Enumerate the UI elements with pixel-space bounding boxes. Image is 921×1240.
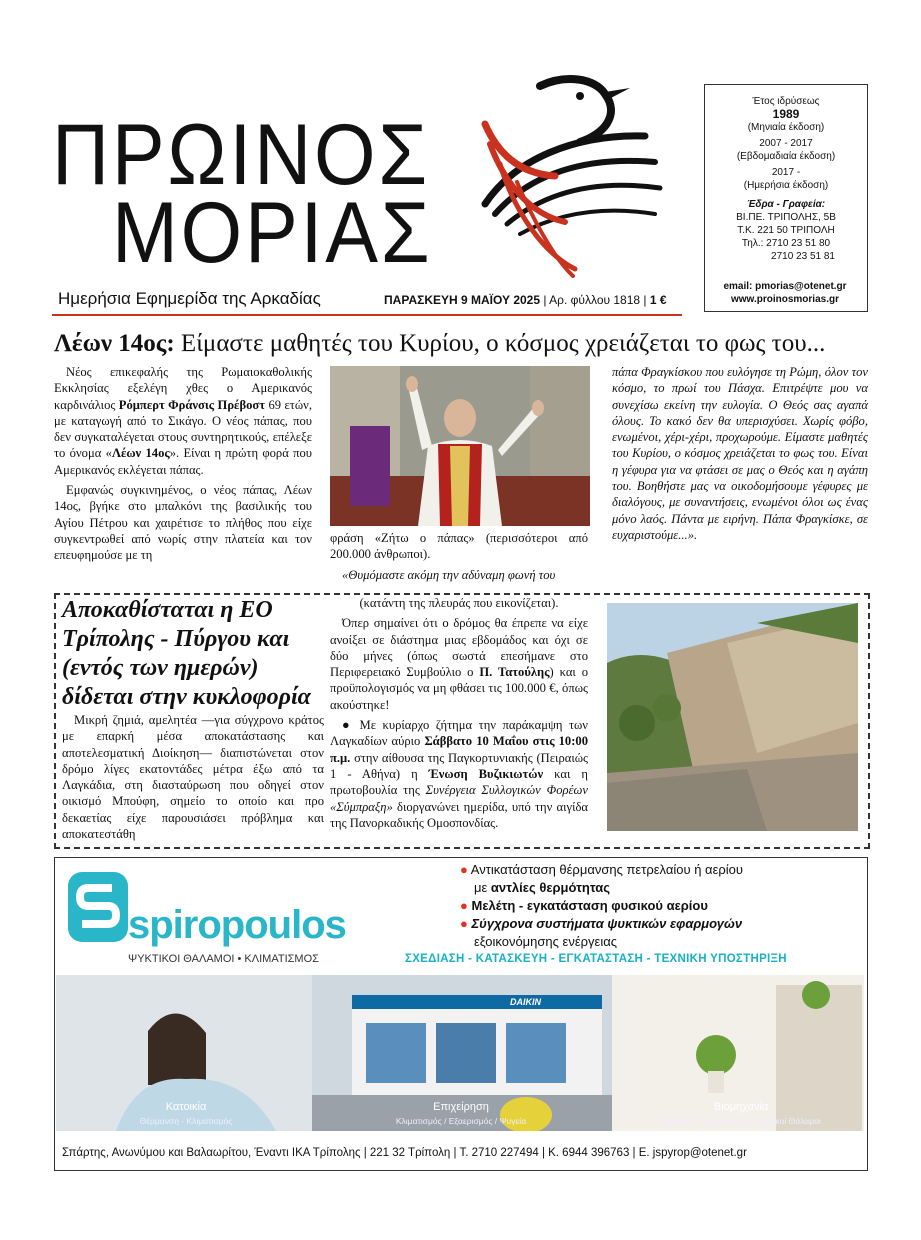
road-column-2 (330, 595, 588, 835)
lead-paragraph-2: Εμφανώς συγκινημένος, ο νέος πάπας, Λέων 14ος, βγήκε στο μπαλκόνι της βασιλικής του Αγίου Πέτρου και χαιρέτισε το πλήθος που είχε συγκεντρωθεί από νωρίς στην πλατεία και τον επευφημούσε με τη (54, 483, 312, 563)
monthly-edition: (Μηνιαία έκδοση) (747, 122, 825, 133)
daily-years: 2017 - (771, 167, 801, 178)
ad-bullet-bold: αντλίες θερμότητας (490, 880, 611, 895)
road-column-1 (62, 712, 324, 846)
lead-paragraph-3: φράση «Ζήτω ο πάπας» (περισσότεροι από 200.000 άνθρωποι). (330, 531, 588, 562)
ad-bullet-cont (460, 879, 743, 897)
papal-name: Λέων 14ος (111, 446, 170, 461)
ad-banner-image (56, 975, 864, 1131)
road-paragraph-2: (κατάντη της πλευράς που εικονίζεται). (359, 596, 559, 610)
office-phone2: 2710 23 51 81 (771, 251, 835, 262)
ad-segment-business: Επιχείρηση (433, 1101, 489, 1113)
lead-column-2 (330, 530, 588, 587)
office-address2: Τ.Κ. 221 50 ΤΡΙΠΟΛΗ (737, 225, 835, 236)
issue-number: Αρ. φύλλου 1818 (549, 293, 641, 307)
email-link[interactable]: email: pmorias@otenet.gr (723, 281, 847, 292)
pope-photo (330, 366, 590, 526)
text-run: και η πρωτοβουλία της (330, 766, 588, 798)
road-paragraph-1: Μικρή ζημιά, αμελητέα —για σύγχρονο κράτος με επαρκή μέσα αποκατάστασης και αποτελεσματική Διοίκηση— διαπιστώνεται στον δρόμο λίγες εκατοντάδες μέτρα έξω από τα Λαγκάδια, στη διασταύρωση που οδηγεί στον οικισμό Μπούφη, σημείο το οποίο και προ δεκαετίας είχε παρουσιάσει πρόβλημα και αποκατεστάθη (62, 713, 324, 842)
text-run: 69 ετών, με καταγωγή από το Σικάγο. Ο νέος πάπας, που δεν συγκαταλέγεται στους συντηρητικούς, επέλεξε το όνομα « (54, 397, 312, 461)
office-label: Έδρα - Γραφεία: (746, 199, 826, 210)
weekly-years: 2007 - 2017 (759, 138, 813, 149)
event-date: Σάββατο 10 Μαΐου στις 10:00 π.μ. (330, 734, 588, 765)
pope-quote: πάπα Φραγκίσκου που ευλόγησε τη Ρώμη, όλον τον κόσμο, το πρωί του Πάσχα. Επιτρέψτε μου να συνεχίσω εκείνη την ευλογία. Ο Θεός σας αγαπά όλους. Το κακό δεν θα υπερισχύσει. Χωρίς φόβο, ενωμένοι, χέρι-χέρι, προχωρούμε. Είμαστε μαθητές του Κυρίου, ο κόσμος χρειάζεται το φως του. Είναι η γέφυρα για να φτάσει σε μας ο Θεός και η αγάπη του. Βοηθήστε μας να οικοδομήσουμε γέφυρες με διαλόγους, με συναντήσεις, ενωμένοι όλοι ως ένας μόνο λαός. Πάντα με ειρήνη. Πάπα Φραγκίσκε, σε ευχαριστούμε...». (612, 365, 868, 542)
weekly-edition: (Εβδομαδιαία έκδοση) (736, 151, 836, 162)
lead-headline-bold: Λέων 14ος: (54, 330, 175, 357)
road-headline[interactable]: Αποκαθίσταται η ΕΟ Τρίπολης - Πύργου και (εντός των ημερών) δίδεται στην κυκλοφορία (62, 597, 311, 710)
publication-info-box (704, 84, 868, 312)
ad-bullet: ● Αντικατάσταση θέρμανσης πετρελαίου ή αερίου (460, 862, 743, 877)
dove-logo-icon (455, 64, 685, 289)
daikin-sign: DAIKIN (510, 997, 541, 1007)
road-paragraph-4 (330, 717, 588, 831)
text-run: Όπερ σημαίνει ότι ο δρόμος θα έπρεπε να είχε ανοίξει σε διάστημα μιας εβδομάδος και όχι σε δύο μήνες (όπως σωστά επεσήμανε στο Περιφερειακό Συμβούλιο ο (330, 616, 588, 680)
text-run: στην αίθουσα της Παγκορτυνιακής (Πειραιώς 1 - Αθήνα) η (330, 750, 588, 781)
ad-bullet-cont: εξοικονόμησης ενέργειας (474, 934, 617, 949)
ad-address: Σπάρτης, Ανωνύμου και Βαλαωρίτου, Έναντι ΙΚΑ Τρίπολης | 221 32 Τρίπολη | Τ. 2710 227494 | Κ. 6944 396763 | Ε. jspyrop@otenet.gr (62, 1147, 747, 1159)
road-photo (607, 603, 858, 831)
ad-bullet: ● Σύγχρονα συστήματα ψυκτικών εφαρμογών (460, 916, 743, 931)
lead-paragraph-1 (54, 364, 312, 478)
initiative-name: Συνέργεια Συλλογικών Φορέων «Σύμπραξη» (330, 783, 588, 814)
text-run: ● Με κυρίαρχο ζήτημα την παράκαμψη των Λαγκαδίων αύριο (330, 718, 588, 749)
lead-headline[interactable] (54, 330, 825, 358)
website-link[interactable]: www.proinosmorias.gr (731, 294, 839, 305)
issue-date: ΠΑΡΑΣΚΕΥΗ 9 ΜΑΪΟΥ 2025 (384, 293, 541, 307)
issue-price: 1 € (649, 293, 667, 307)
ad-services: ΣΧΕΔΙΑΣΗ - ΚΑΤΑΣΚΕΥΗ - ΕΓΚΑΤΑΣΤΑΣΗ - ΤΕΧΝΙΚΗ ΥΠΟΣΤΗΡΙΞΗ (405, 953, 787, 965)
text-run: διοργανώνει ημερίδα, υπό την αιγίδα της Πανορκαδικής Ομοσπονδίας. (330, 799, 588, 830)
founded-label: Έτος ιδρύσεως (752, 96, 820, 107)
text-run: Νέος επικεφαλής της Ρωμαιοκαθολικής Εκκλησίας εξελέγη χθες ο Αμερικανός καρδινάλιος (54, 365, 312, 412)
dateline: ΠΑΡΑΣΚΕΥΗ 9 ΜΑΪΟΥ 2025 | Αρ. φύλλου 1818 | 1 € (384, 293, 667, 307)
office-phone1: Τηλ.: 2710 23 51 80 (741, 238, 831, 249)
daily-edition: (Ημερήσια έκδοση) (743, 180, 829, 191)
founded-year: 1989 (772, 107, 800, 121)
text-run: ». Είναι η πρώτη φορά που Αμερικανός εκλέγεται πάπας. (54, 446, 313, 477)
masthead-title-line1: ΠΡΩΙΝΟΣ (52, 107, 430, 203)
ad-brand-subtitle: ΨΥΚΤΙΚΟΙ ΘΑΛΑΜΟΙ • ΚΛΙΜΑΤΙΣΜΟΣ (128, 953, 319, 965)
tagline: Ημερήσια Εφημερίδα της Αρκαδίας (58, 289, 321, 308)
masthead-title-line2: ΜΟΡΙΑΣ (112, 185, 433, 281)
ad-segment-home: Κατοικία (165, 1101, 207, 1113)
lead-headline-rest: Είμαστε μαθητές του Κυρίου, ο κόσμος χρειάζεται το φως του... (174, 330, 826, 357)
ad-segment-home-sub: Θέρμανση - Κλιματισμός (139, 1116, 233, 1126)
ad-bullet-text: με (474, 880, 491, 895)
lead-column-1 (54, 364, 312, 568)
ad-bullet-bold: Σύγχρονα συστήματα ψυκτικών εφαρμογών (471, 916, 743, 931)
ad-segment-industry-sub: Αερισμός / Εξαερισμός / Ψυκτικοί Θάλαμοι (661, 1116, 821, 1126)
lead-paragraph-4: «Θυμόμαστε ακόμη την αδύναμη φωνή του (342, 567, 556, 582)
masthead-rule (52, 314, 682, 316)
text-run: ) και ο προϋπολογισμός να μη φθάσει τις 100.000 €, όπως ακούστηκε! (330, 665, 588, 712)
ad-segment-business-sub: Κλιματισμός / Εξαερισμός / Ψυγεία (395, 1116, 527, 1126)
person-name: Π. Τατούλης (479, 665, 550, 680)
ad-brand: spiropoulos (128, 903, 346, 947)
organizer-name: Ένωση Βυζικιωτών (428, 766, 544, 781)
lead-column-3 (612, 364, 868, 547)
office-address1: ΒΙ.ΠΕ. ΤΡΙΠΟΛΗΣ, 5Β (736, 212, 836, 223)
ad-segment-industry: Βιομηχανία (713, 1101, 769, 1113)
person-name: Ρόμπερτ Φράνσις Πρέβοστ (118, 397, 266, 412)
ad-bullet: ● Μελέτη - εγκατάσταση φυσικού αερίου (460, 898, 708, 913)
ad-bullet-bold: Μελέτη - εγκατάσταση φυσικού αερίου (471, 898, 708, 913)
ad-bullet-text: Αντικατάσταση θέρμανσης πετρελαίου ή αερίου (470, 862, 743, 877)
ad-bullet-list (460, 861, 743, 951)
contact-block (704, 280, 866, 306)
spiropoulos-logo-icon (66, 870, 130, 944)
road-paragraph-3 (330, 615, 588, 713)
